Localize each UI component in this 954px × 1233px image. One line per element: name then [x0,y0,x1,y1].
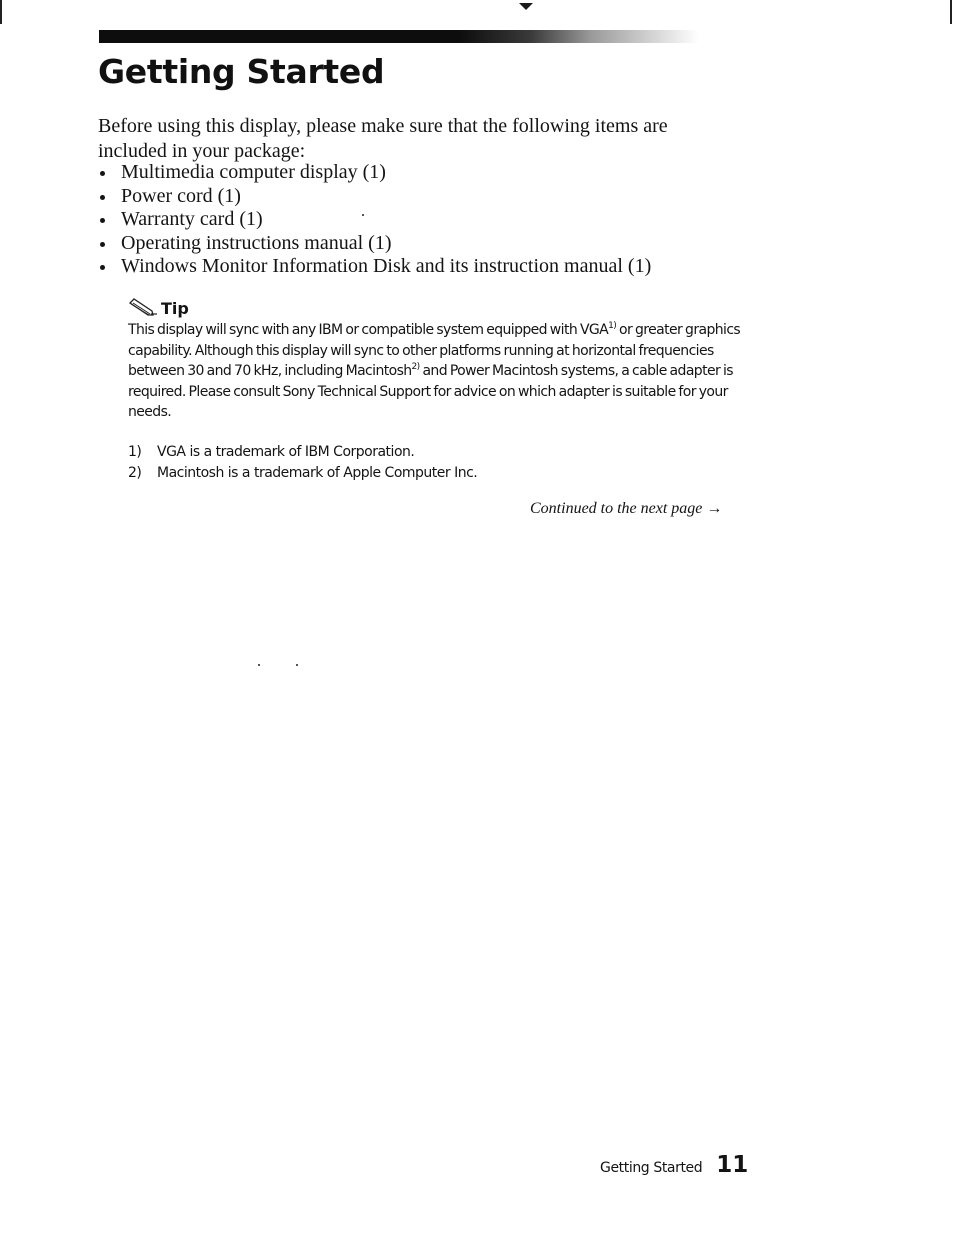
scan-speck [362,214,364,216]
footnote-ref: 2) [411,362,420,372]
bullet-icon [100,265,105,270]
list-item-text: Power cord (1) [121,184,241,207]
list-item-text: Windows Monitor Information Disk and its instruction manual (1) [121,255,652,277]
footnote-number: 2) [128,465,142,481]
pencil-icon [128,297,158,317]
list-item [98,208,651,232]
list-item [98,232,651,256]
tip-text-part: This display will sync with any IBM or compatible system equipped with VGA [128,322,609,338]
list-item [98,255,651,279]
continued-note [530,500,722,518]
footnote-text: Macintosh is a trademark of Apple Computer Inc. [157,465,478,481]
bullet-icon [100,195,105,200]
scan-edge-mark [950,0,952,24]
footnote-number: 1) [128,444,142,460]
bullet-icon [100,218,105,223]
tip-label: Tip [161,299,189,318]
page-title: Getting Started [98,52,385,91]
list-item [98,185,651,209]
arrow-right-icon: → [706,500,723,517]
footnote [128,463,477,484]
list-item [98,161,651,185]
continued-text: Continued to the next page [530,500,703,517]
package-contents-list [98,161,651,279]
header-rule [99,30,699,43]
scan-speck [296,664,298,666]
tip-text-part: and Power Macintosh systems, a cable adapter is required. Please consult Sony Technical Support for advice on which adapter is suitable for your needs. [128,363,733,420]
footnote-text: VGA is a trademark of IBM Corporation. [157,444,415,460]
intro-paragraph: Before using this display, please make sure that the following items are included in your package: [98,115,668,162]
list-item-text: Multimedia computer display (1) [121,161,386,183]
footnote [128,442,477,463]
list-item-text: Operating instructions manual (1) [121,231,392,254]
bullet-icon [100,242,105,247]
scan-edge-mark [0,0,2,24]
footnote-ref: 1) [608,321,617,331]
bullet-icon [100,171,105,176]
footnotes [128,442,477,484]
tip-text-part: or greater graphics capability. Although this display will sync to other platforms running at horizontal frequencies between 30 and 70 kHz, including Macintosh [128,322,741,379]
page-footer [600,1152,748,1178]
tip-heading [128,297,189,317]
page-number: 11 [716,1152,749,1178]
footer-section-title: Getting Started [600,1160,703,1176]
binding-notch [519,3,533,10]
list-item-text: Warranty card (1) [121,208,263,230]
scan-speck [258,664,260,666]
tip-text [128,320,756,423]
